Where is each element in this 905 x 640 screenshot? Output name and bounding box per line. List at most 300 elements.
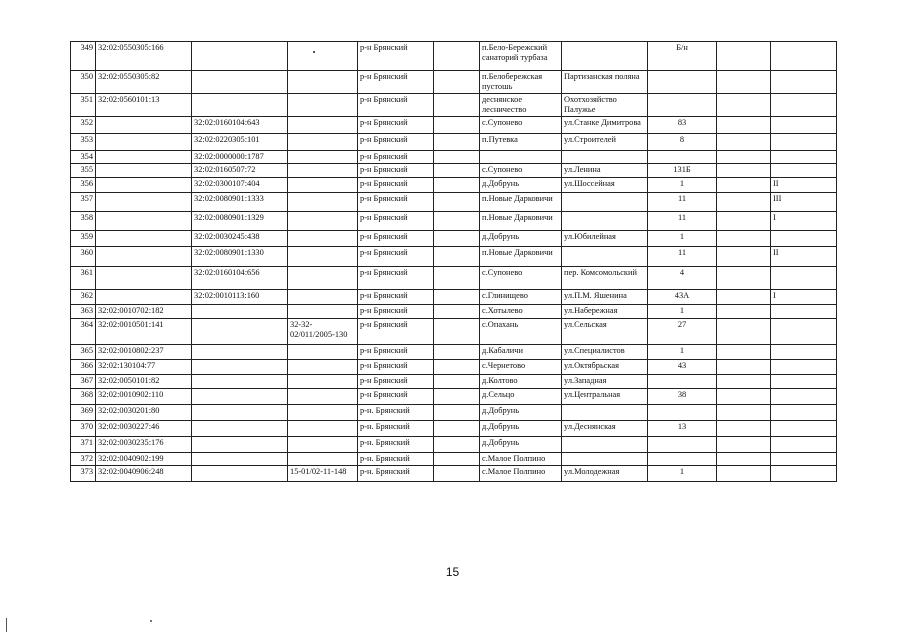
cell-reg bbox=[288, 421, 358, 437]
cell-num: 363 bbox=[71, 305, 96, 319]
cell-num: 370 bbox=[71, 421, 96, 437]
cell-cad: 32:02:0040902:199 bbox=[96, 453, 192, 466]
cell-place: п.Новые Дарковичи bbox=[480, 193, 562, 212]
cell-reg bbox=[288, 290, 358, 305]
cell-house: 4 bbox=[648, 267, 717, 290]
table-row bbox=[71, 319, 837, 345]
cell-num: 367 bbox=[71, 375, 96, 389]
cell-place: д.Колтово bbox=[480, 375, 562, 389]
cell-korp bbox=[717, 267, 771, 290]
cell-num: 366 bbox=[71, 360, 96, 375]
table-row bbox=[71, 267, 837, 290]
cell-korp bbox=[717, 151, 771, 164]
cell-place: п.Бело-Бережский санаторий турбаза bbox=[480, 42, 562, 71]
margin-mark bbox=[6, 618, 7, 632]
table-row bbox=[71, 231, 837, 247]
cell-reg bbox=[288, 212, 358, 231]
cell-lit bbox=[771, 405, 837, 421]
cell-korp bbox=[717, 375, 771, 389]
cell-district: р-н Брянский bbox=[358, 164, 434, 178]
cell-korp bbox=[717, 164, 771, 178]
cell-korp bbox=[717, 71, 771, 94]
cell-korp bbox=[717, 134, 771, 151]
cell-place: п.Путевка bbox=[480, 134, 562, 151]
cell-korp bbox=[717, 421, 771, 437]
table-row bbox=[71, 178, 837, 193]
cell-cad bbox=[96, 212, 192, 231]
cell-street: ул.Западная bbox=[562, 375, 648, 389]
table-row bbox=[71, 247, 837, 267]
cell-cad2 bbox=[192, 421, 288, 437]
cell-district: р-н Брянский bbox=[358, 178, 434, 193]
cell-district: р-н. Брянский bbox=[358, 466, 434, 482]
cell-reg bbox=[288, 178, 358, 193]
cell-reg bbox=[288, 375, 358, 389]
cell-reg bbox=[288, 389, 358, 405]
cell-house: 38 bbox=[648, 389, 717, 405]
cell-reg bbox=[288, 117, 358, 134]
cell-blank bbox=[434, 389, 480, 405]
cell-cad: 32:02:0030235:176 bbox=[96, 437, 192, 453]
cell-cad: 32:02:0040906:248 bbox=[96, 466, 192, 482]
cell-cad2: 32:02:0160104:656 bbox=[192, 267, 288, 290]
cell-blank bbox=[434, 134, 480, 151]
cell-street: ул.П.М. Яшенина bbox=[562, 290, 648, 305]
cell-street: ул.Строителей bbox=[562, 134, 648, 151]
cell-reg bbox=[288, 231, 358, 247]
cell-district: р-н Брянский bbox=[358, 319, 434, 345]
cell-blank bbox=[434, 375, 480, 389]
cell-reg: 15-01/02-11-148 bbox=[288, 466, 358, 482]
cell-place: д.Добрунь bbox=[480, 178, 562, 193]
cell-place: д.Сельцо bbox=[480, 389, 562, 405]
cell-cad bbox=[96, 193, 192, 212]
cell-street: ул.Центральная bbox=[562, 389, 648, 405]
cell-street: ул.Набережная bbox=[562, 305, 648, 319]
cell-place: д.Добрунь bbox=[480, 405, 562, 421]
cell-cad2: 32:02:0000000:1787 bbox=[192, 151, 288, 164]
cell-num: 352 bbox=[71, 117, 96, 134]
cell-street bbox=[562, 42, 648, 71]
cell-korp bbox=[717, 94, 771, 117]
cell-cad: 32:02:0560101:13 bbox=[96, 94, 192, 117]
cell-place: д.Кабаличи bbox=[480, 345, 562, 360]
cell-blank bbox=[434, 193, 480, 212]
cell-korp bbox=[717, 360, 771, 375]
cell-blank bbox=[434, 466, 480, 482]
cell-lit bbox=[771, 421, 837, 437]
cell-cad2 bbox=[192, 437, 288, 453]
cell-cad2: 32:02:0300107:404 bbox=[192, 178, 288, 193]
cell-street: ул.Ленина bbox=[562, 164, 648, 178]
cell-korp bbox=[717, 193, 771, 212]
cell-place: п.Новые Дарковичи bbox=[480, 247, 562, 267]
cell-place: с.Глинищево bbox=[480, 290, 562, 305]
cell-place: деснянское лесничество bbox=[480, 94, 562, 117]
cell-cad bbox=[96, 247, 192, 267]
table-row bbox=[71, 389, 837, 405]
cell-num: 355 bbox=[71, 164, 96, 178]
cell-blank bbox=[434, 437, 480, 453]
cell-blank bbox=[434, 231, 480, 247]
cell-reg bbox=[288, 305, 358, 319]
cell-cad2 bbox=[192, 360, 288, 375]
cell-reg bbox=[288, 193, 358, 212]
table-row bbox=[71, 437, 837, 453]
cell-lit: II bbox=[771, 178, 837, 193]
cell-district: р-н Брянский bbox=[358, 360, 434, 375]
cell-reg bbox=[288, 94, 358, 117]
cell-house bbox=[648, 71, 717, 94]
cell-reg bbox=[288, 151, 358, 164]
cell-lit bbox=[771, 134, 837, 151]
cell-korp bbox=[717, 42, 771, 71]
cell-lit bbox=[771, 267, 837, 290]
cell-cad bbox=[96, 151, 192, 164]
table-row bbox=[71, 134, 837, 151]
cell-korp bbox=[717, 453, 771, 466]
cell-lit bbox=[771, 164, 837, 178]
cell-blank bbox=[434, 94, 480, 117]
cell-street: пер. Комсомольский bbox=[562, 267, 648, 290]
cell-cad: 32:02:0030227:46 bbox=[96, 421, 192, 437]
registry-table bbox=[70, 41, 837, 482]
cell-district: р-н Брянский bbox=[358, 247, 434, 267]
cell-cad: 32:02:0550305:166 bbox=[96, 42, 192, 71]
cell-blank bbox=[434, 453, 480, 466]
cell-num: 350 bbox=[71, 71, 96, 94]
cell-blank bbox=[434, 247, 480, 267]
cell-num: 356 bbox=[71, 178, 96, 193]
cell-cad2 bbox=[192, 94, 288, 117]
table-row bbox=[71, 71, 837, 94]
cell-cad2: 32:02:0160507:72 bbox=[192, 164, 288, 178]
cell-num: 354 bbox=[71, 151, 96, 164]
cell-cad2 bbox=[192, 453, 288, 466]
cell-reg bbox=[288, 267, 358, 290]
cell-cad2: 32:02:0030245:438 bbox=[192, 231, 288, 247]
cell-street: Охотхозяйство Палужье bbox=[562, 94, 648, 117]
cell-reg: 32-32-02/011/2005-130 bbox=[288, 319, 358, 345]
cell-district: р-н Брянский bbox=[358, 71, 434, 94]
cell-num: 368 bbox=[71, 389, 96, 405]
cell-house bbox=[648, 151, 717, 164]
cell-street bbox=[562, 212, 648, 231]
cell-district: р-н. Брянский bbox=[358, 453, 434, 466]
cell-cad2: 32:02:0220305:101 bbox=[192, 134, 288, 151]
cell-blank bbox=[434, 305, 480, 319]
cell-lit: II bbox=[771, 247, 837, 267]
cell-place: с.Супонево bbox=[480, 267, 562, 290]
cell-house: 13 bbox=[648, 421, 717, 437]
cell-reg bbox=[288, 134, 358, 151]
cell-blank bbox=[434, 345, 480, 360]
cell-district: р-н Брянский bbox=[358, 290, 434, 305]
cell-lit: I bbox=[771, 212, 837, 231]
cell-place: с.Малое Полпино bbox=[480, 453, 562, 466]
cell-cad2 bbox=[192, 305, 288, 319]
cell-lit bbox=[771, 360, 837, 375]
cell-num: 371 bbox=[71, 437, 96, 453]
cell-house: 1 bbox=[648, 466, 717, 482]
cell-district: р-н Брянский bbox=[358, 305, 434, 319]
cell-house: 11 bbox=[648, 212, 717, 231]
cell-street: ул.Октябрьская bbox=[562, 360, 648, 375]
cell-district: р-н Брянский bbox=[358, 42, 434, 71]
cell-korp bbox=[717, 319, 771, 345]
cell-street: Партизанская поляна bbox=[562, 71, 648, 94]
page-number: 15 bbox=[445, 565, 460, 579]
cell-korp bbox=[717, 247, 771, 267]
cell-num: 373 bbox=[71, 466, 96, 482]
cell-lit: I bbox=[771, 290, 837, 305]
cell-cad2 bbox=[192, 389, 288, 405]
cell-korp bbox=[717, 389, 771, 405]
scan-speck bbox=[150, 620, 152, 622]
cell-lit bbox=[771, 305, 837, 319]
cell-cad2: 32:02:0080901:1330 bbox=[192, 247, 288, 267]
cell-num: 358 bbox=[71, 212, 96, 231]
cell-korp bbox=[717, 290, 771, 305]
cell-district: р-н Брянский bbox=[358, 117, 434, 134]
cell-cad bbox=[96, 117, 192, 134]
cell-cad2 bbox=[192, 405, 288, 421]
cell-house: 83 bbox=[648, 117, 717, 134]
cell-num: 353 bbox=[71, 134, 96, 151]
cell-blank bbox=[434, 151, 480, 164]
cell-cad bbox=[96, 231, 192, 247]
cell-house bbox=[648, 453, 717, 466]
table-row bbox=[71, 375, 837, 389]
cell-blank bbox=[434, 290, 480, 305]
cell-cad bbox=[96, 178, 192, 193]
cell-lit: III bbox=[771, 193, 837, 212]
cell-blank bbox=[434, 267, 480, 290]
cell-blank bbox=[434, 117, 480, 134]
cell-place: п.Новые Дарковичи bbox=[480, 212, 562, 231]
table-row bbox=[71, 421, 837, 437]
cell-cad bbox=[96, 134, 192, 151]
cell-korp bbox=[717, 405, 771, 421]
table-row bbox=[71, 345, 837, 360]
cell-num: 372 bbox=[71, 453, 96, 466]
cell-cad: 32:02:130104:77 bbox=[96, 360, 192, 375]
cell-blank bbox=[434, 421, 480, 437]
cell-lit bbox=[771, 389, 837, 405]
cell-district: р-н. Брянский bbox=[358, 421, 434, 437]
cell-num: 365 bbox=[71, 345, 96, 360]
cell-blank bbox=[434, 71, 480, 94]
cell-house: 131Б bbox=[648, 164, 717, 178]
cell-lit bbox=[771, 94, 837, 117]
cell-district: р-н Брянский bbox=[358, 94, 434, 117]
cell-street bbox=[562, 405, 648, 421]
cell-street: ул.Специалистов bbox=[562, 345, 648, 360]
cell-place: п.Белобережская пустошь bbox=[480, 71, 562, 94]
cell-district: р-н Брянский bbox=[358, 267, 434, 290]
cell-street bbox=[562, 453, 648, 466]
cell-house: Б/н bbox=[648, 42, 717, 71]
cell-house: 11 bbox=[648, 193, 717, 212]
cell-num: 360 bbox=[71, 247, 96, 267]
cell-korp bbox=[717, 466, 771, 482]
cell-reg bbox=[288, 437, 358, 453]
cell-reg bbox=[288, 247, 358, 267]
table-row bbox=[71, 405, 837, 421]
cell-street bbox=[562, 247, 648, 267]
cell-reg bbox=[288, 42, 358, 71]
cell-lit bbox=[771, 453, 837, 466]
cell-blank bbox=[434, 42, 480, 71]
cell-house bbox=[648, 405, 717, 421]
cell-cad: 32:02:0010902:110 bbox=[96, 389, 192, 405]
cell-cad: 32:02:0550305:82 bbox=[96, 71, 192, 94]
cell-cad2 bbox=[192, 345, 288, 360]
cell-lit bbox=[771, 466, 837, 482]
cell-district: р-н Брянский bbox=[358, 193, 434, 212]
cell-cad bbox=[96, 267, 192, 290]
cell-district: р-н Брянский bbox=[358, 231, 434, 247]
cell-korp bbox=[717, 231, 771, 247]
cell-house: 1 bbox=[648, 305, 717, 319]
cell-num: 357 bbox=[71, 193, 96, 212]
cell-district: р-н Брянский bbox=[358, 389, 434, 405]
cell-blank bbox=[434, 178, 480, 193]
cell-street: ул.Молодежная bbox=[562, 466, 648, 482]
cell-num: 362 bbox=[71, 290, 96, 305]
cell-lit bbox=[771, 345, 837, 360]
cell-place: д.Добрунь bbox=[480, 421, 562, 437]
cell-street: ул.Шоссейная bbox=[562, 178, 648, 193]
table-row bbox=[71, 151, 837, 164]
cell-lit bbox=[771, 117, 837, 134]
cell-house: 8 bbox=[648, 134, 717, 151]
table-row bbox=[71, 193, 837, 212]
cell-lit bbox=[771, 231, 837, 247]
table-row bbox=[71, 164, 837, 178]
cell-house: 11 bbox=[648, 247, 717, 267]
cell-street bbox=[562, 193, 648, 212]
cell-place: с.Супонево bbox=[480, 164, 562, 178]
table-row bbox=[71, 453, 837, 466]
cell-district: р-н. Брянский bbox=[358, 437, 434, 453]
cell-reg bbox=[288, 164, 358, 178]
cell-cad2: 32:02:0010113:160 bbox=[192, 290, 288, 305]
cell-district: р-н Брянский bbox=[358, 345, 434, 360]
cell-num: 364 bbox=[71, 319, 96, 345]
cell-house: 1 bbox=[648, 345, 717, 360]
cell-street bbox=[562, 151, 648, 164]
cell-blank bbox=[434, 164, 480, 178]
cell-street: ул.Юбилейная bbox=[562, 231, 648, 247]
cell-cad2: 32:02:0080901:1329 bbox=[192, 212, 288, 231]
cell-house: 1 bbox=[648, 231, 717, 247]
cell-district: р-н Брянский bbox=[358, 151, 434, 164]
table-row bbox=[71, 212, 837, 231]
cell-cad: 32:02:0010802:237 bbox=[96, 345, 192, 360]
table-row bbox=[71, 305, 837, 319]
cell-district: р-н Брянский bbox=[358, 134, 434, 151]
cell-cad2 bbox=[192, 71, 288, 94]
cell-reg bbox=[288, 453, 358, 466]
cell-district: р-н Брянский bbox=[358, 212, 434, 231]
cell-korp bbox=[717, 437, 771, 453]
cell-cad bbox=[96, 164, 192, 178]
cell-blank bbox=[434, 360, 480, 375]
cell-lit bbox=[771, 319, 837, 345]
cell-street: ул.Сельская bbox=[562, 319, 648, 345]
cell-blank bbox=[434, 405, 480, 421]
cell-reg bbox=[288, 71, 358, 94]
cell-reg bbox=[288, 360, 358, 375]
cell-house: 1 bbox=[648, 178, 717, 193]
cell-cad2 bbox=[192, 42, 288, 71]
cell-house bbox=[648, 375, 717, 389]
cell-num: 361 bbox=[71, 267, 96, 290]
cell-house: 43А bbox=[648, 290, 717, 305]
cell-lit bbox=[771, 42, 837, 71]
cell-house: 43 bbox=[648, 360, 717, 375]
cell-place: с.Малое Полпино bbox=[480, 466, 562, 482]
cell-cad: 32:02:0010702:182 bbox=[96, 305, 192, 319]
cell-cad2 bbox=[192, 319, 288, 345]
cell-street: ул.Станке Димитрова bbox=[562, 117, 648, 134]
cell-blank bbox=[434, 212, 480, 231]
cell-district: р-н. Брянский bbox=[358, 405, 434, 421]
table-row bbox=[71, 290, 837, 305]
cell-house bbox=[648, 94, 717, 117]
cell-lit bbox=[771, 151, 837, 164]
cell-place bbox=[480, 151, 562, 164]
cell-korp bbox=[717, 178, 771, 193]
table-row bbox=[71, 466, 837, 482]
cell-cad: 32:02:0050101:82 bbox=[96, 375, 192, 389]
cell-lit bbox=[771, 437, 837, 453]
cell-korp bbox=[717, 305, 771, 319]
cell-cad: 32:02:0030201:80 bbox=[96, 405, 192, 421]
cell-korp bbox=[717, 345, 771, 360]
cell-reg bbox=[288, 345, 358, 360]
cell-reg bbox=[288, 405, 358, 421]
cell-lit bbox=[771, 71, 837, 94]
registry-table-body bbox=[71, 42, 837, 482]
cell-house bbox=[648, 437, 717, 453]
cell-cad2 bbox=[192, 466, 288, 482]
cell-cad2 bbox=[192, 375, 288, 389]
cell-blank bbox=[434, 319, 480, 345]
cell-cad2: 32:02:0160104:643 bbox=[192, 117, 288, 134]
cell-num: 369 bbox=[71, 405, 96, 421]
table-row bbox=[71, 360, 837, 375]
table-row bbox=[71, 117, 837, 134]
cell-cad bbox=[96, 290, 192, 305]
cell-street: ул.Деснянская bbox=[562, 421, 648, 437]
cell-num: 359 bbox=[71, 231, 96, 247]
cell-place: с.Хотылево bbox=[480, 305, 562, 319]
cell-lit bbox=[771, 375, 837, 389]
cell-place: с.Опахань bbox=[480, 319, 562, 345]
cell-num: 351 bbox=[71, 94, 96, 117]
cell-place: д.Добрунь bbox=[480, 437, 562, 453]
cell-place: с.Супонево bbox=[480, 117, 562, 134]
table-row bbox=[71, 42, 837, 71]
cell-place: с.Чернетово bbox=[480, 360, 562, 375]
cell-cad2: 32:02:0080901:1333 bbox=[192, 193, 288, 212]
cell-district: р-н Брянский bbox=[358, 375, 434, 389]
table-row bbox=[71, 94, 837, 117]
cell-house: 27 bbox=[648, 319, 717, 345]
cell-korp bbox=[717, 212, 771, 231]
